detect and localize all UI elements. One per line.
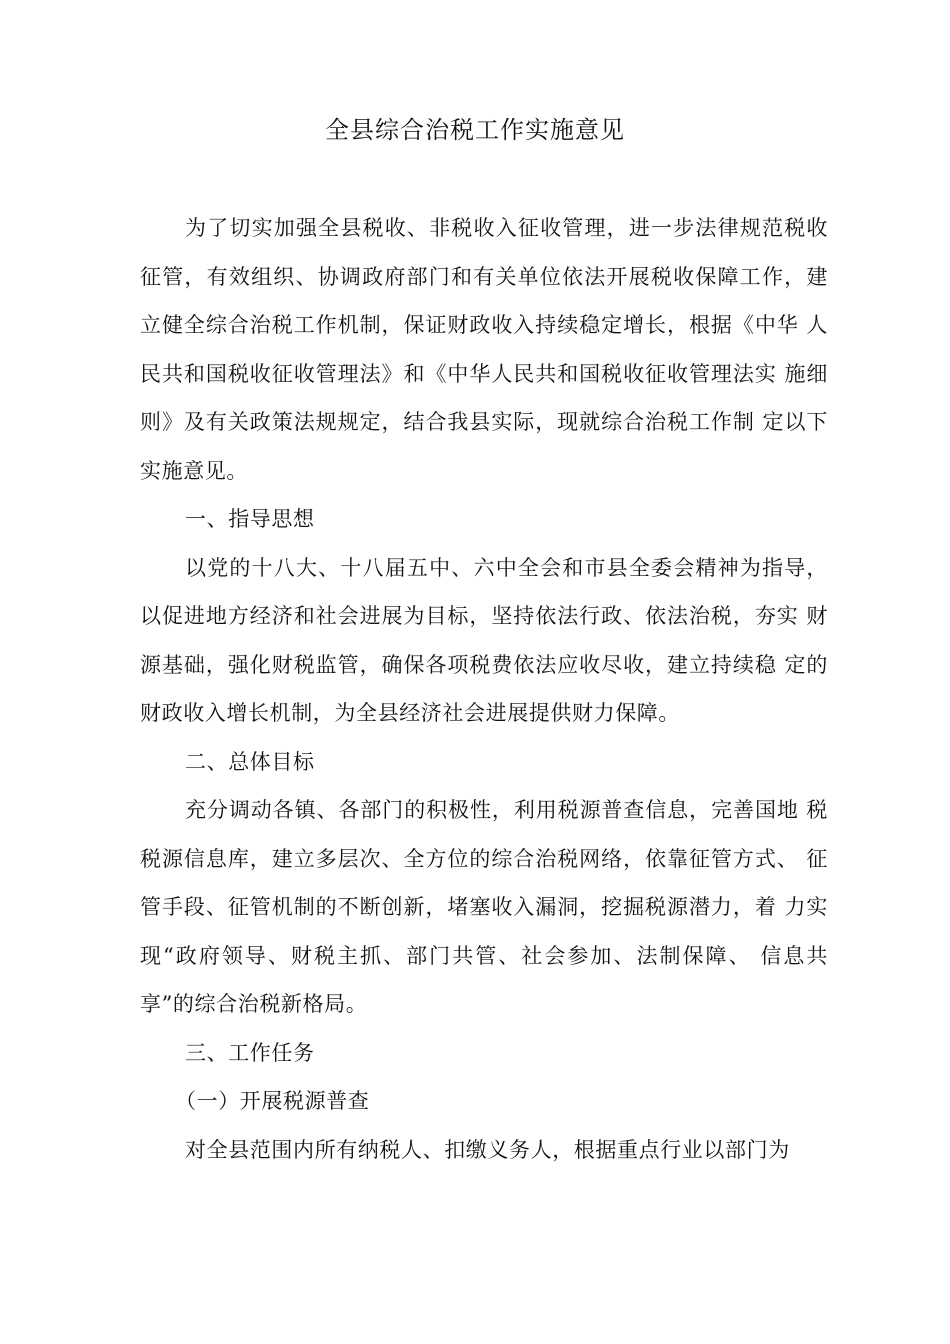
- guiding-ideology-paragraph: 以党的十八大、十八届五中、六中全会和市县全委会精神为指导，以促进地方经济和社会进展为目标，坚持依法行政、依法治税，夯实 财源基础，强化财税监管，确保各项税费依法应收尽收，建立持续稳 定的财政收入增长机制，为全县经济社会进展提供财力保障。: [140, 555, 828, 725]
- overall-goals-paragraph: 充分调动各镇、各部门的积极性，利用税源普查信息，完善国地 税税源信息库，建立多层次、全方位的综合治税网络，依靠征管方式、 征管手段、征管机制的不断创新，堵塞收入漏洞，挖掘税源潜力，着 力实现“政府领导、财税主抓、部门共管、社会参加、法制保障、 信息共享”的综合治税新格局。: [140, 798, 828, 1016]
- tax-source-survey-paragraph: 对全县范围内所有纳税人、扣缴义务人，根据重点行业以部门为: [185, 1137, 790, 1162]
- document-body: [140, 204, 828, 1174]
- section-heading-guiding-ideology: 一、指导思想: [185, 507, 315, 531]
- subsection-heading-tax-source-survey: （一）开展税源普查: [175, 1089, 370, 1113]
- document-title: 全县综合治税工作实施意见: [325, 116, 625, 144]
- section-heading-overall-goals: 二、总体目标: [185, 749, 315, 774]
- section-heading-work-tasks: 三、工作任务: [185, 1040, 315, 1065]
- intro-paragraph: 为了切实加强全县税收、非税收入征收管理，进一步法律规范税收征管，有效组织、协调政府部门和有关单位依法开展税收保障工作，建 立健全综合治税工作机制，保证财政收入持续稳定增长，根据《中华 人民共和国税收征收管理法》和《中华人民共和国税收征收管理法实 施细则》及有关政策法规规定，结合我县实际，现就综合治税工作制 定以下实施意见。: [140, 216, 828, 483]
